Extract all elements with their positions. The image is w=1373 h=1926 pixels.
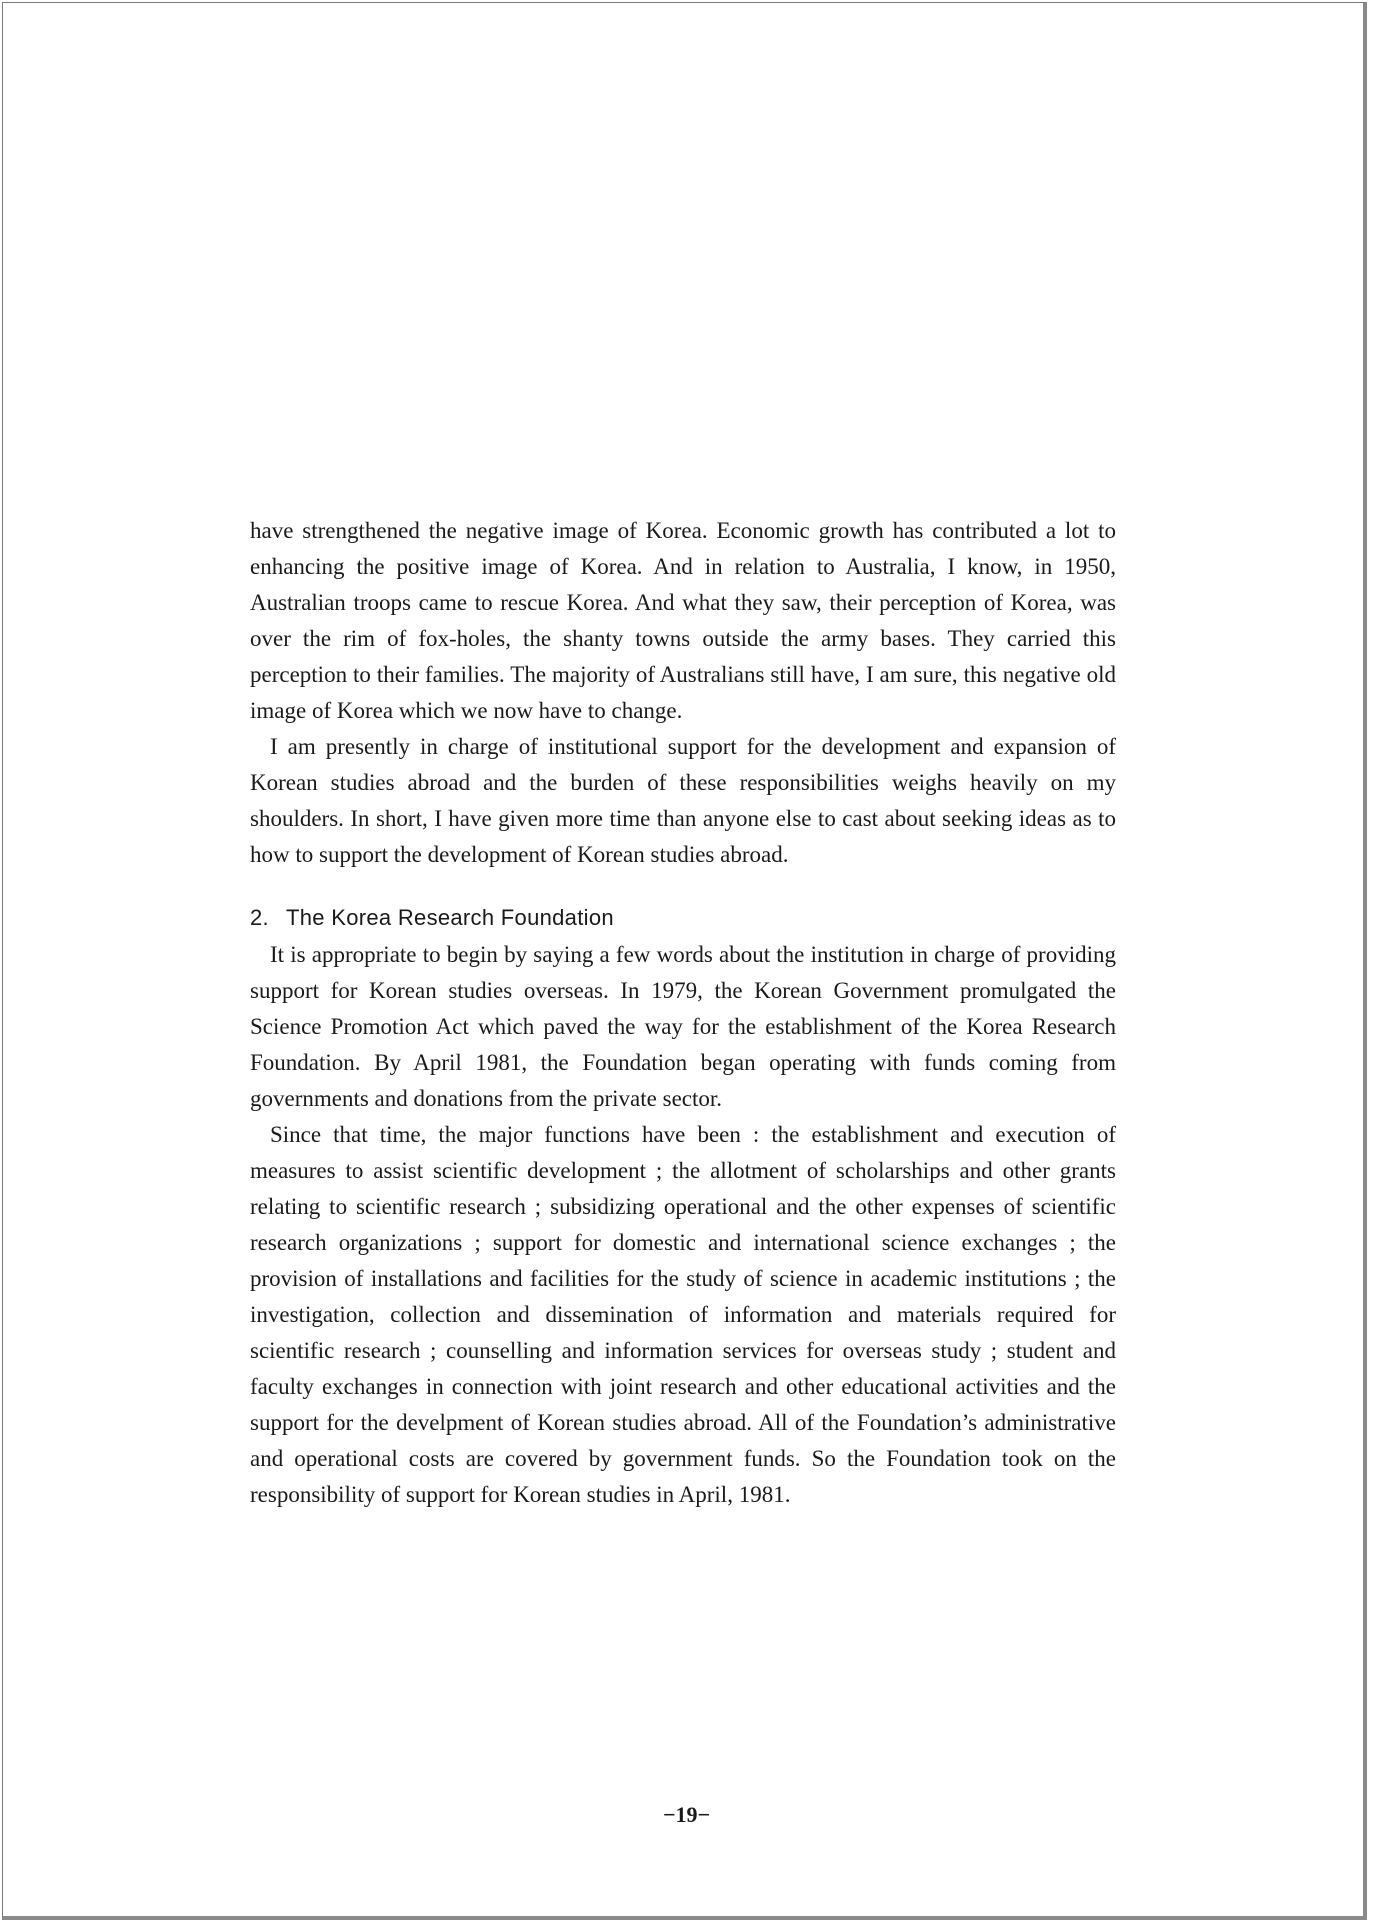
section-korea-research-foundation xyxy=(250,903,1116,1513)
paragraph-foundation-functions: Since that time, the major functions have been : the establishment and execution of measures to assist scientific development ; the allotment of scholarships and other grants relating to scientific research ; subsidizing operational and the other expenses of scientific research organizations ; support for domestic and international science exchanges ; the provision of installations and facilities for the study of science in academic institutions ; the investigation, collection and dissemination of information and materials required for scientific research ; counselling and information services for overseas study ; student and faculty exchanges in connection with joint research and other educational activities and the support for the develpment of Korean studies abroad. All of the Foundation’s administrative and operational costs are covered by government funds. So the Foundation took on the responsibility of support for Korean studies in April, 1981. xyxy=(250,1122,1116,1507)
page xyxy=(2,2,1367,1920)
section-heading xyxy=(250,903,1116,933)
paragraph-negative-image: have strengthened the negative image of Korea. Economic growth has contributed a lot to enhancing the positive image of Korea. And in relation to Australia, I know, in 1950, Australian troops came to rescue Korea. And what they saw, their perception of Korea, was over the rim of fox-holes, the shanty towns outside the army bases. They carried this perception to their families. The majority of Australians still have, I am sure, this negative old image of Korea which we now have to change. xyxy=(250,518,1116,723)
page-number: −19− xyxy=(662,1802,711,1827)
section-number: 2. xyxy=(250,905,269,930)
paragraph-institutional-support: I am presently in charge of institutional support for the development and expansion of Korean studies abroad and the burden of these responsibilities weighs heavily on my shoulders. In short, I have given more time than anyone else to cast about seeking ideas as to how to support the development of Korean studies abroad. xyxy=(250,734,1116,867)
paragraph-foundation-origin: It is appropriate to begin by saying a few words about the institution in charge of providing support for Korean studies overseas. In 1979, the Korean Government promulgated the Science Promotion Act which paved the way for the establishment of the Korea Research Foundation. By April 1981, the Foundation began operating with funds coming from governments and donations from the private sector. xyxy=(250,942,1116,1111)
section-title: The Korea Research Foundation xyxy=(286,905,614,930)
body-text xyxy=(250,513,1116,1513)
